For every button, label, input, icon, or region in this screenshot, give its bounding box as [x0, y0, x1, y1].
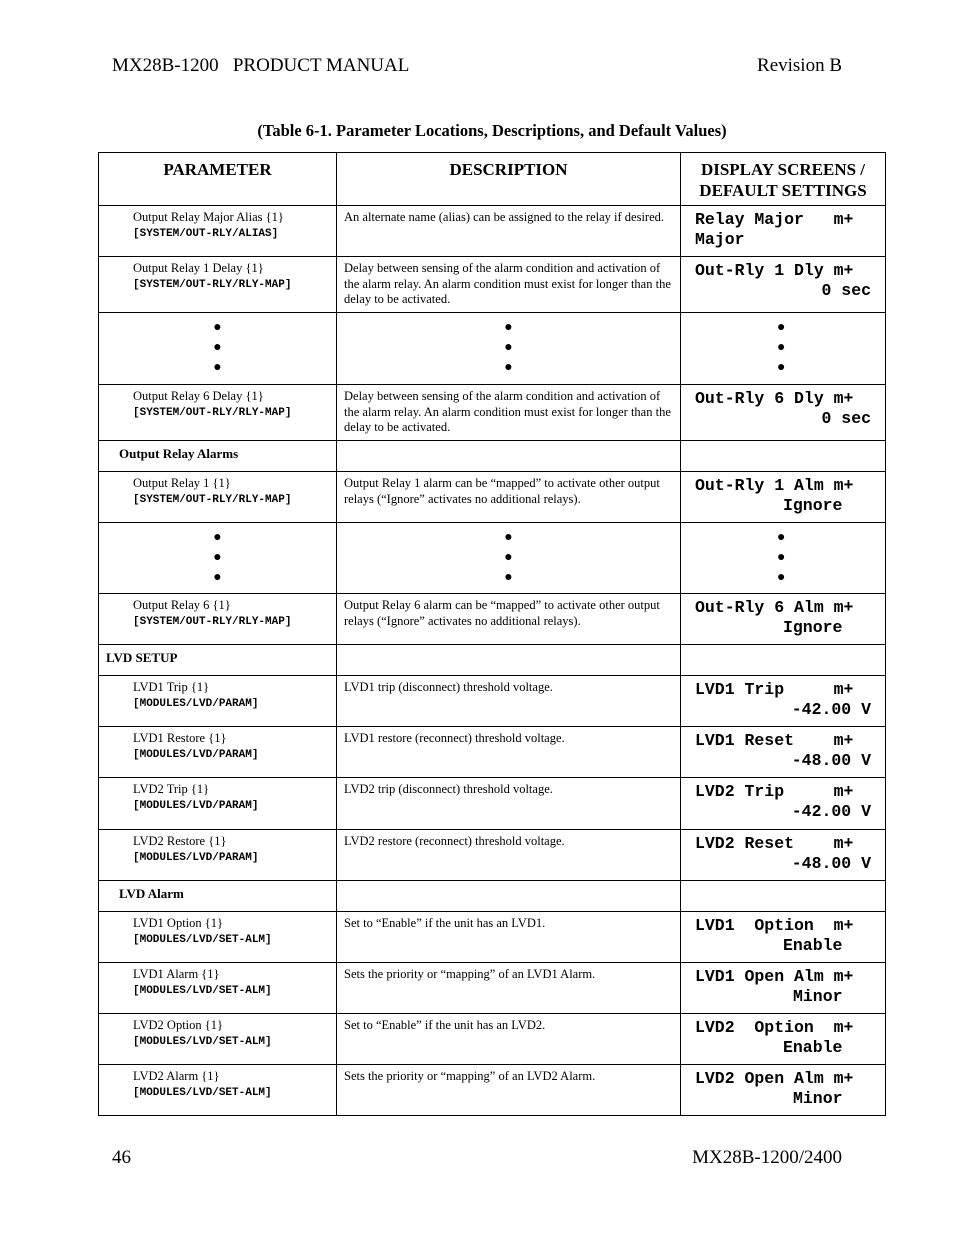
table-row [99, 778, 886, 830]
param-name: Output Relay 6 Delay {1} [133, 389, 264, 403]
table-row [99, 257, 886, 313]
section-row [99, 441, 886, 472]
param-name: LVD2 Alarm {1} [133, 1069, 220, 1083]
bullet-dots: ● ● ● [504, 320, 513, 375]
display-line-2: Minor [793, 1089, 843, 1108]
display-line-1: LVD1 Option m+ [695, 916, 854, 935]
param-path: [MODULES/LVD/PARAM] [133, 852, 259, 864]
param-description: LVD1 trip (disconnect) threshold voltage. [344, 680, 553, 694]
param-path: [MODULES/LVD/SET-ALM] [133, 1036, 272, 1048]
param-description: LVD1 restore (reconnect) threshold voltage. [344, 731, 565, 745]
display-line-2: -42.00 V [791, 700, 871, 719]
table-row [99, 1014, 886, 1065]
display-line-2: Major [695, 230, 745, 249]
param-path: [MODULES/LVD/SET-ALM] [133, 1087, 272, 1099]
page-number: 46 [112, 1147, 131, 1168]
param-path: [MODULES/LVD/SET-ALM] [133, 985, 272, 997]
table-row [99, 594, 886, 645]
param-description: An alternate name (alias) can be assigned to the relay if desired. [344, 210, 665, 224]
display-line-2: 0 sec [821, 281, 871, 300]
section-label: Output Relay Alarms [119, 446, 239, 461]
display-line-2: -42.00 V [791, 802, 871, 821]
param-name: Output Relay 6 {1} [133, 598, 231, 612]
param-description: Set to “Enable” if the unit has an LVD1. [344, 916, 546, 930]
header-title: MX28B-1200 PRODUCT MANUAL [112, 55, 410, 76]
footer-model: MX28B-1200/2400 [692, 1147, 842, 1168]
display-line-1: Out-Rly 6 Dly m+ [695, 389, 854, 408]
col-header-display: DISPLAY SCREENS / DEFAULT SETTINGS [681, 153, 886, 206]
table-row [99, 963, 886, 1014]
bullet-dots: ● ● ● [777, 320, 786, 375]
table-row [99, 912, 886, 963]
display-line-2: -48.00 V [791, 854, 871, 873]
table-header-row [99, 153, 886, 206]
display-line-1: LVD2 Trip m+ [695, 782, 854, 801]
section-label: LVD SETUP [106, 650, 178, 665]
header-revision: Revision B [757, 55, 842, 76]
param-path: [SYSTEM/OUT-RLY/ALIAS] [133, 228, 279, 240]
param-description: LVD2 trip (disconnect) threshold voltage. [344, 782, 553, 796]
table-row [99, 472, 886, 523]
section-row [99, 645, 886, 676]
param-name: LVD1 Restore {1} [133, 731, 227, 745]
param-path: [SYSTEM/OUT-RLY/RLY-MAP] [133, 494, 292, 506]
table-caption: (Table 6-1. Parameter Locations, Descriptions, and Default Values) [257, 121, 727, 140]
param-description: LVD2 restore (reconnect) threshold voltage. [344, 834, 565, 848]
param-description: Sets the priority or “mapping” of an LVD1 Alarm. [344, 967, 596, 981]
section-row [99, 881, 886, 912]
param-path: [SYSTEM/OUT-RLY/RLY-MAP] [133, 616, 292, 628]
param-name: LVD2 Restore {1} [133, 834, 227, 848]
display-line-2: Enable [783, 936, 843, 955]
param-name: Output Relay 1 Delay {1} [133, 261, 264, 275]
param-description: Set to “Enable” if the unit has an LVD2. [344, 1018, 546, 1032]
ellipsis-row [99, 523, 886, 594]
bullet-dots: ● ● ● [777, 530, 786, 585]
param-name: LVD1 Alarm {1} [133, 967, 220, 981]
param-name: Output Relay 1 {1} [133, 476, 231, 490]
param-name: Output Relay Major Alias {1} [133, 210, 284, 224]
bullet-dots: ● ● ● [213, 320, 222, 375]
param-name: LVD1 Option {1} [133, 916, 224, 930]
param-path: [SYSTEM/OUT-RLY/RLY-MAP] [133, 279, 292, 291]
param-path: [MODULES/LVD/PARAM] [133, 698, 259, 710]
param-description: Output Relay 1 alarm can be “mapped” to activate other output relays (“Ignore” activates no additional relays). [344, 476, 660, 506]
ellipsis-row [99, 313, 886, 385]
display-line-1: LVD1 Reset m+ [695, 731, 854, 750]
table-row [99, 676, 886, 727]
display-line-1: LVD1 Trip m+ [695, 680, 854, 699]
param-description: Delay between sensing of the alarm condition and activation of the alarm relay. An alarm condition must exist for longer than the delay to be activated. [344, 261, 671, 306]
display-line-2: 0 sec [821, 409, 871, 428]
col-header-description: DESCRIPTION [337, 153, 681, 206]
param-description: Sets the priority or “mapping” of an LVD2 Alarm. [344, 1069, 596, 1083]
display-line-2: Ignore [783, 496, 843, 515]
section-label: LVD Alarm [119, 886, 184, 901]
display-line-1: LVD1 Open Alm m+ [695, 967, 854, 986]
bullet-dots: ● ● ● [504, 530, 513, 585]
param-path: [MODULES/LVD/PARAM] [133, 749, 259, 761]
param-path: [MODULES/LVD/PARAM] [133, 800, 259, 812]
table-row [99, 727, 886, 778]
display-line-2: -48.00 V [791, 751, 871, 770]
table-row [99, 206, 886, 257]
param-name: LVD1 Trip {1} [133, 680, 210, 694]
display-line-1: LVD2 Reset m+ [695, 834, 854, 853]
display-line-2: Minor [793, 987, 843, 1006]
table-row [99, 1065, 886, 1116]
display-line-1: LVD2 Option m+ [695, 1018, 854, 1037]
display-line-2: Ignore [783, 618, 843, 637]
param-path: [SYSTEM/OUT-RLY/RLY-MAP] [133, 407, 292, 419]
table-row [99, 830, 886, 881]
param-name: LVD2 Option {1} [133, 1018, 224, 1032]
display-line-1: Out-Rly 1 Alm m+ [695, 476, 854, 495]
display-line-1: Out-Rly 6 Alm m+ [695, 598, 854, 617]
parameter-table [98, 152, 886, 1116]
display-line-1: Relay Major m+ [695, 210, 854, 229]
param-path: [MODULES/LVD/SET-ALM] [133, 934, 272, 946]
param-description: Output Relay 6 alarm can be “mapped” to activate other output relays (“Ignore” activates no additional relays). [344, 598, 660, 628]
bullet-dots: ● ● ● [213, 530, 222, 585]
param-description: Delay between sensing of the alarm condition and activation of the alarm relay. An alarm condition must exist for longer than the delay to be activated. [344, 389, 671, 434]
display-line-1: LVD2 Open Alm m+ [695, 1069, 854, 1088]
table-row [99, 385, 886, 441]
param-name: LVD2 Trip {1} [133, 782, 210, 796]
display-line-1: Out-Rly 1 Dly m+ [695, 261, 854, 280]
display-line-2: Enable [783, 1038, 843, 1057]
col-header-parameter: PARAMETER [99, 153, 337, 206]
